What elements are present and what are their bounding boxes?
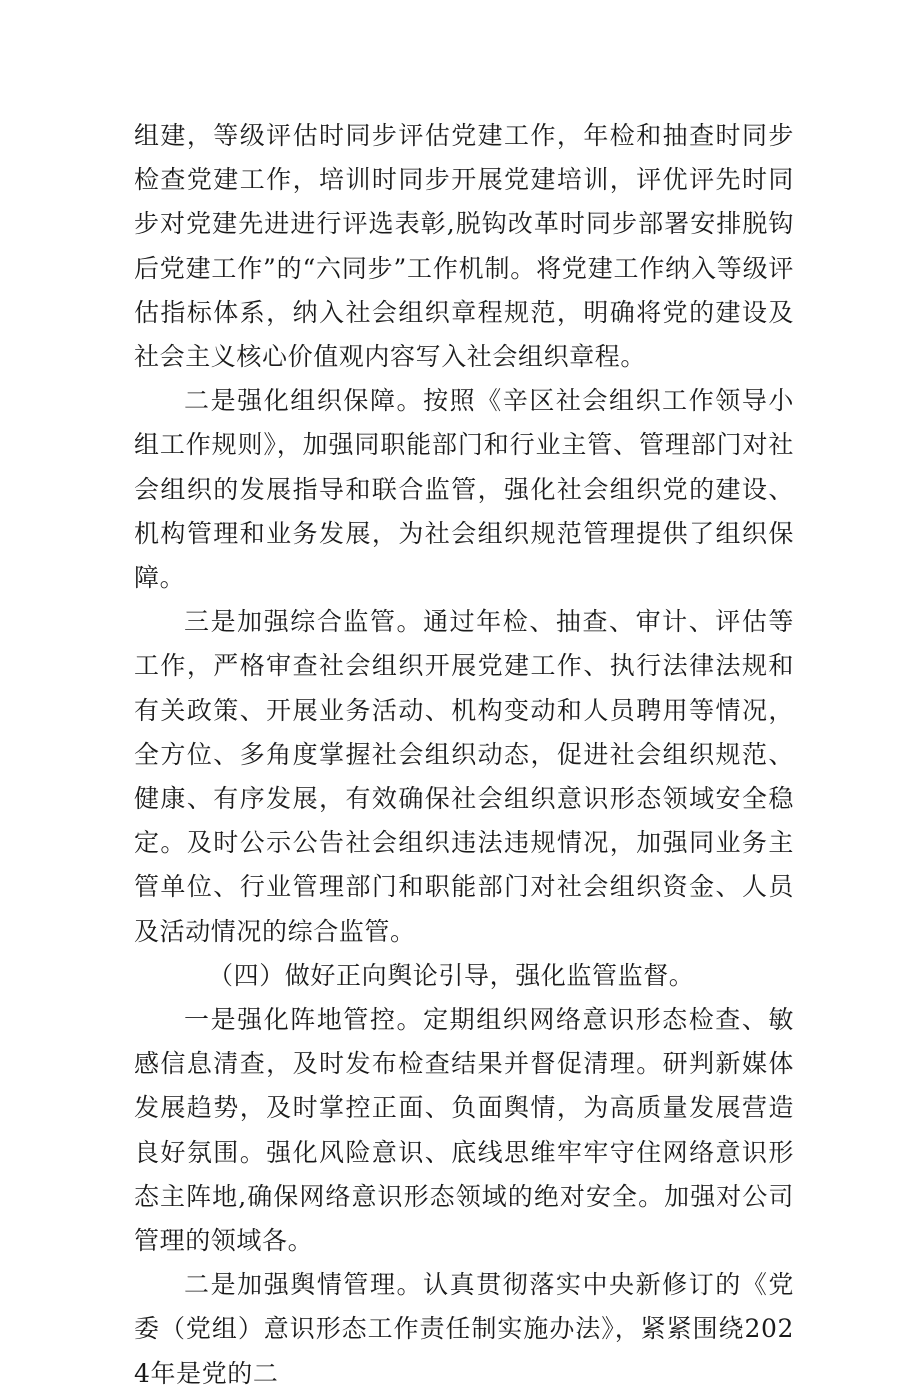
document-body [134, 114, 794, 1396]
paragraph-position-control: 一是强化阵地管控。定期组织网络意识形态检查、敏感信息清查，及时发布检查结果并督促清理。研判新媒体发展趋势，及时掌控正面、负面舆情，为高质量发展营造良好氛围。强化风险意识、底线思维牢牢守住网络意识形态主阵地,确保网络意识形态领域的绝对安全。加强对公司管理的领域各。 [134, 1005, 794, 1256]
paragraph-comprehensive-supervision: 三是加强综合监管。通过年检、抽查、审计、评估等工作，严格审查社会组织开展党建工作、执行法律法规和有关政策、开展业务活动、机构变动和人员聘用等情况，全方位、多角度掌握社会组织动态，促进社会组织规范、健康、有序发展，有效确保社会组织意识形态领域安全稳定。及时公示公告社会组织违法违规情况，加强同业务主管单位、行业管理部门和职能部门对社会组织资金、人员及活动情况的综合监管。 [134, 607, 794, 946]
paragraph-organization-guarantee: 二是强化组织保障。按照《辛区社会组织工作领导小组工作规则》，加强同职能部门和行业主管、管理部门对社会组织的发展指导和联合监管，强化社会组织党的建设、机构管理和业务发展，为社会组织规范管理提供了组织保障。 [134, 386, 794, 593]
section-heading-four: （四）做好正向舆论引导，强化监管监督。 [208, 960, 695, 990]
paragraph-public-opinion-management: 二是加强舆情管理。认真贯彻落实中央新修订的《党委（党组）意识形态工作责任制实施办法》，紧紧围绕2024年是党的二 [134, 1270, 794, 1388]
paragraph-continuation: 组建，等级评估时同步评估党建工作，年检和抽查时同步检查党建工作，培训时同步开展党建培训，评优评先时同步对党建先进进行评选表彰,脱钩改革时同步部署安排脱钩后党建工作”的“六同步”工作机制。将党建工作纳入等级评估指标体系，纳入社会组织章程规范，明确将党的建设及社会主义核心价值观内容写入社会组织章程。 [134, 121, 794, 372]
